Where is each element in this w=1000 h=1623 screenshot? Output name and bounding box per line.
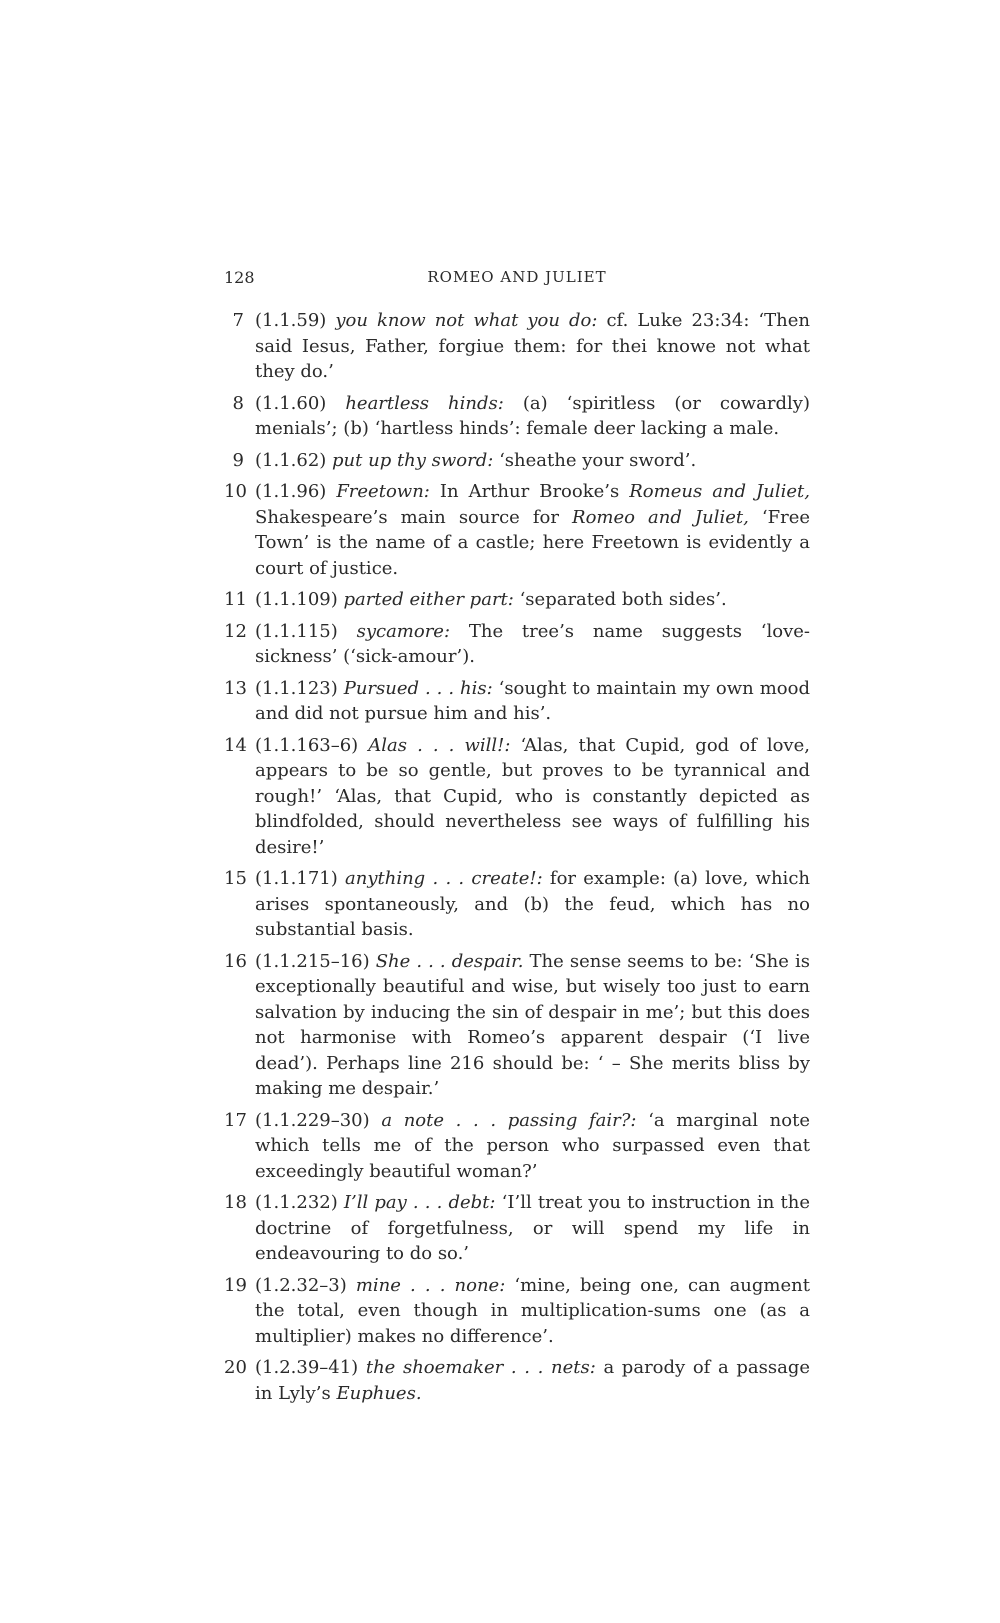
note-14: [224, 733, 810, 861]
note-17: [224, 1108, 810, 1185]
note-11: [224, 587, 810, 613]
note-text: ‘I’ll treat you to instruction in the doctrine of forgetfulness, or will spend my life in endeavouring to do so.’: [255, 1192, 810, 1264]
page-header: [224, 268, 810, 290]
note-text: for example: (a) love, which arises spontaneously, and (b) the feud, which has no substantial basis.: [255, 868, 810, 940]
note-8: [224, 391, 810, 442]
note-number: 11: [224, 589, 247, 610]
note-ref: (1.2.32–3): [255, 1274, 347, 1296]
note-text-part: ‘Free Town’ is the name of a castle; here Freetown is evidently a court of justice.: [255, 506, 811, 579]
note-text: ‘sheathe your sword’.: [499, 449, 697, 471]
note-text: ‘mine, being one, can augment the total, even though in multiplication-sums one (as a multiplier) makes no difference’.: [255, 1274, 810, 1347]
note-lemma: She . . . despair.: [375, 950, 524, 972]
note-18: [224, 1190, 810, 1267]
note-ref: (1.1.171): [255, 868, 338, 889]
note-lemma: you know not what you do:: [335, 310, 598, 331]
notes-list: [224, 308, 810, 1412]
note-ref: (1.1.215–16): [255, 950, 370, 972]
note-lemma: anything . . . create!:: [345, 868, 543, 889]
note-lemma: I’ll pay . . . debt:: [343, 1192, 496, 1213]
note-text-part: Shakespeare’s main source for: [255, 506, 573, 528]
note-text-part: In Arthur Brooke’s: [439, 481, 630, 502]
note-text: ‘sought to maintain my own mood and did not pursue him and his’.: [255, 677, 810, 724]
note-number: 15: [224, 868, 247, 889]
note-9: [224, 448, 810, 474]
running-head: ROMEO AND JULIET: [427, 268, 607, 286]
note-ref: (1.1.232): [255, 1192, 338, 1213]
note-number: 20: [224, 1357, 247, 1378]
note-20: [224, 1355, 810, 1406]
note-text-part: a parody of a passage in Lyly’s: [255, 1357, 810, 1404]
note-16: [224, 949, 810, 1102]
note-text: (a) ‘spiritless (or cowardly) menials’; (b) ‘hartless hinds’: female deer lacking a male.: [255, 392, 810, 439]
note-lemma: mine . . . none:: [355, 1274, 506, 1296]
note-text: ‘a marginal note which tells me of the person who surpassed even that exceedingly beautiful woman?’: [255, 1109, 810, 1182]
note-text: ‘separated both sides’.: [519, 589, 727, 610]
note-text: cf. Luke 23:34: ‘Then said Iesus, Father, forgiue them: for thei knowe not what they do.’: [255, 310, 810, 382]
note-ref: (1.1.109): [255, 589, 338, 610]
note-ref: (1.1.115): [255, 620, 338, 642]
page-number: 128: [224, 268, 255, 287]
note-text: The sense seems to be: ‘She is exceptionally beautiful and wise, but wisely too just to earn salvation by inducing the sin of despair in me’; but this does not harmonise with Romeo’s apparent despair (‘I live dead’). Perhaps line 216 should be: ‘ – She merits bliss by making me despair.’: [255, 950, 810, 1099]
note-lemma: sycamore:: [356, 620, 451, 642]
note-lemma: Freetown:: [336, 481, 430, 502]
note-number: 12: [224, 620, 247, 642]
note-lemma: Alas . . . will!:: [368, 734, 511, 756]
note-number: 7: [232, 310, 244, 331]
note-ref: (1.2.39–41): [255, 1357, 359, 1378]
work-title: Euphues.: [336, 1382, 422, 1404]
note-number: 9: [232, 449, 244, 471]
note-number: 17: [224, 1109, 247, 1131]
note-number: 16: [224, 950, 247, 972]
note-ref: (1.1.163–6): [255, 734, 359, 756]
note-10: [224, 479, 810, 581]
note-ref: (1.1.229–30): [255, 1109, 370, 1131]
work-title: Romeus and Juliet,: [629, 481, 810, 502]
note-ref: (1.1.60): [255, 392, 327, 414]
note-number: 18: [224, 1192, 247, 1213]
note-lemma: parted either part:: [343, 589, 514, 610]
note-text: ‘Alas, that Cupid, god of love, appears to be so gentle, but proves to be tyrannical and rough!’ ‘Alas, that Cupid, who is constantly depicted as blindfolded, should nevertheless see ways of fulfilling his desire!’: [255, 734, 810, 858]
work-title: Romeo and Juliet,: [572, 506, 749, 528]
note-ref: (1.1.62): [255, 449, 327, 471]
note-number: 8: [232, 392, 244, 414]
note-lemma: the shoemaker . . . nets:: [365, 1357, 596, 1378]
note-lemma: Pursued . . . his:: [343, 677, 493, 699]
note-ref: (1.1.59): [255, 310, 327, 331]
note-number: 10: [224, 481, 247, 502]
note-ref: (1.1.96): [255, 481, 327, 502]
note-number: 13: [224, 677, 247, 699]
note-13: [224, 676, 810, 727]
note-lemma: a note . . . passing fair?:: [381, 1109, 637, 1131]
note-number: 14: [224, 734, 247, 756]
note-12: [224, 619, 810, 670]
note-15: [224, 866, 810, 943]
note-ref: (1.1.123): [255, 677, 338, 699]
note-text: The tree’s name suggests ‘love-sickness’ (‘sick-amour’).: [255, 620, 810, 667]
note-19: [224, 1273, 810, 1350]
note-7: [224, 308, 810, 385]
note-number: 19: [224, 1274, 247, 1296]
note-lemma: heartless hinds:: [345, 392, 504, 414]
note-lemma: put up thy sword:: [332, 449, 494, 471]
